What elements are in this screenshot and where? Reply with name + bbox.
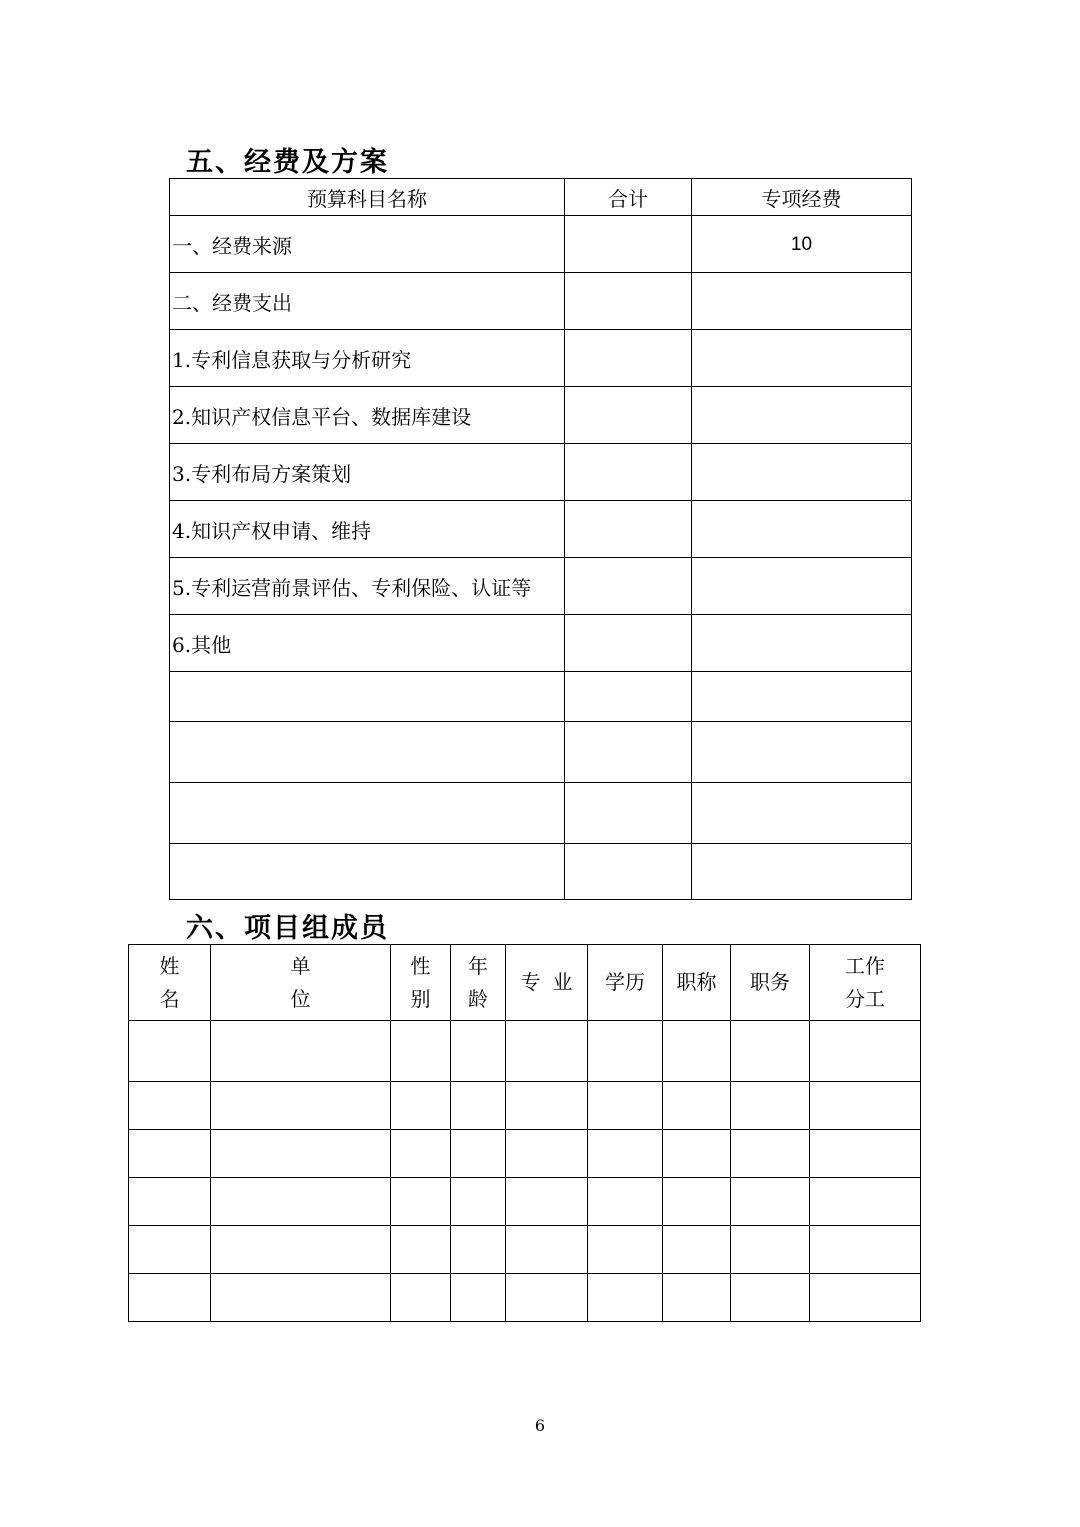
budget-header-total: 合计 xyxy=(565,179,692,216)
budget-item: 一、经费来源 xyxy=(170,216,565,273)
budget-special xyxy=(692,501,912,558)
section-five-title: 五、经费及方案 xyxy=(186,147,389,178)
table-row xyxy=(170,615,912,672)
budget-total xyxy=(565,844,692,900)
table-row xyxy=(170,722,912,783)
budget-total xyxy=(565,216,692,273)
budget-item: 1.专利信息获取与分析研究 xyxy=(170,330,565,387)
budget-total xyxy=(565,783,692,844)
budget-header-item: 预算科目名称 xyxy=(170,179,565,216)
header-unit: 单位 xyxy=(211,945,391,1021)
budget-item: 2.知识产权信息平台、数据库建设 xyxy=(170,387,565,444)
table-row xyxy=(129,1082,921,1130)
table-row xyxy=(129,1021,921,1082)
budget-total xyxy=(565,501,692,558)
table-row xyxy=(170,387,912,444)
table-row xyxy=(170,216,912,273)
header-gender-line1: 性 xyxy=(410,953,431,978)
budget-item xyxy=(170,844,565,900)
budget-item xyxy=(170,783,565,844)
budget-item xyxy=(170,672,565,722)
budget-header-special: 专项经费 xyxy=(692,179,912,216)
budget-total xyxy=(565,330,692,387)
budget-special: 10 xyxy=(692,216,912,273)
section-six-title: 六、项目组成员 xyxy=(186,913,389,944)
header-work-line1: 工作 xyxy=(845,953,885,978)
table-row xyxy=(170,444,912,501)
header-gender-line2: 别 xyxy=(410,986,431,1011)
budget-total xyxy=(565,615,692,672)
budget-special xyxy=(692,558,912,615)
header-position: 职务 xyxy=(731,945,810,1021)
header-age xyxy=(451,945,506,1021)
budget-item: 5.专利运营前景评估、专利保险、认证等 xyxy=(170,558,565,615)
budget-special xyxy=(692,783,912,844)
budget-header-row xyxy=(170,179,912,216)
header-education: 学历 xyxy=(588,945,663,1021)
budget-special xyxy=(692,330,912,387)
budget-total xyxy=(565,672,692,722)
header-title: 职称 xyxy=(663,945,731,1021)
table-row xyxy=(170,273,912,330)
budget-total xyxy=(565,444,692,501)
budget-special xyxy=(692,387,912,444)
header-gender xyxy=(391,945,451,1021)
budget-special xyxy=(692,273,912,330)
budget-special xyxy=(692,444,912,501)
budget-item xyxy=(170,722,565,783)
table-row xyxy=(170,501,912,558)
budget-special xyxy=(692,844,912,900)
header-age-line1: 年 xyxy=(468,953,488,978)
table-row xyxy=(129,1226,921,1274)
header-age-line2: 龄 xyxy=(468,986,488,1011)
table-row xyxy=(170,844,912,900)
budget-table xyxy=(169,178,912,900)
budget-item: 3.专利布局方案策划 xyxy=(170,444,565,501)
budget-total xyxy=(565,387,692,444)
budget-item: 4.知识产权申请、维持 xyxy=(170,501,565,558)
budget-special xyxy=(692,672,912,722)
budget-total xyxy=(565,273,692,330)
budget-special xyxy=(692,615,912,672)
header-work xyxy=(810,945,921,1021)
table-row xyxy=(129,1130,921,1178)
table-row xyxy=(129,1178,921,1226)
table-row xyxy=(170,672,912,722)
page-number: 6 xyxy=(534,1416,546,1435)
table-row xyxy=(129,1274,921,1322)
header-major: 专业 xyxy=(506,945,588,1021)
header-work-line2: 分工 xyxy=(845,986,885,1011)
table-row xyxy=(170,330,912,387)
members-table xyxy=(128,944,921,1322)
budget-total xyxy=(565,722,692,783)
budget-item: 6.其他 xyxy=(170,615,565,672)
header-name: 姓名 xyxy=(129,945,211,1021)
budget-total xyxy=(565,558,692,615)
members-header-row xyxy=(129,945,921,1021)
budget-special xyxy=(692,722,912,783)
table-row xyxy=(170,558,912,615)
table-row xyxy=(170,783,912,844)
budget-item: 二、经费支出 xyxy=(170,273,565,330)
